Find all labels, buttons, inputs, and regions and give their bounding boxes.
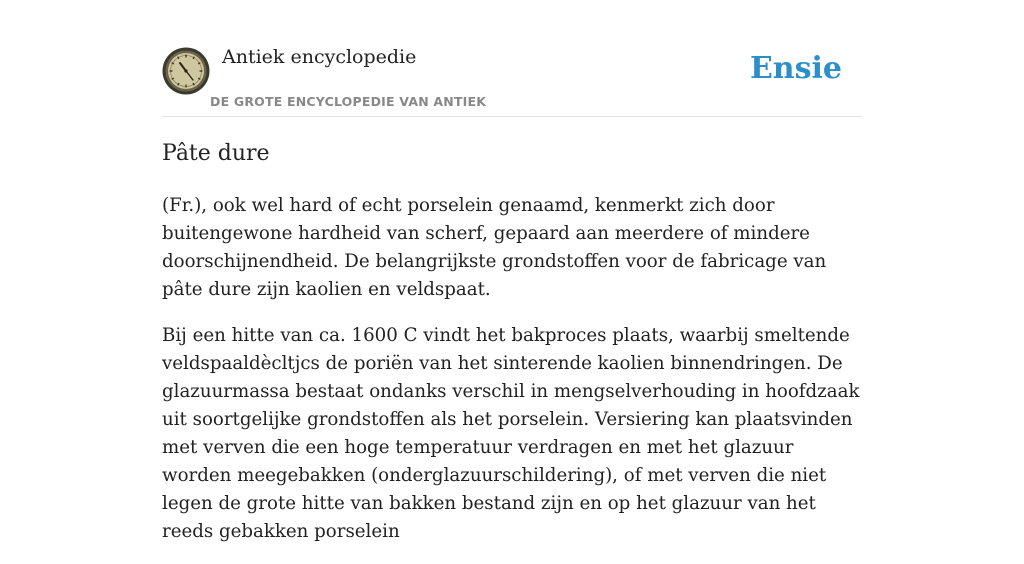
article-paragraph: (Fr.), ook wel hard of echt porselein genaamd, kenmerkt zich door buitengewone hardheid van scherf, gepaard aan meerdere of mindere doorschijnendheid. De belangrijkste grondstoffen voor de fabricage van pâte dure zijn kaolien en veldspaat. [162, 195, 827, 300]
clock-icon[interactable] [162, 47, 210, 95]
brand-logo-link[interactable]: Ensie [749, 51, 842, 86]
site-title[interactable]: Antiek encyclopedie [222, 46, 417, 68]
article [162, 138, 867, 564]
site-tagline: DE GROTE ENCYCLOPEDIE VAN ANTIEK [210, 94, 487, 109]
article-paragraph: Bij een hitte van ca. 1600 C vindt het bakproces plaats, waarbij smeltende veldspaaldècltjcs de poriën van het sinterende kaolien binnendringen. De glazuurmassa bestaat ondanks verschil in mengselverhouding in hoofdzaak uit soortgelijke grondstoffen als het porselein. Versiering kan plaatsvinden met verven die een hoge temperatuur verdragen en met het glazuur worden meegebakken (onderglazuurschildering), of met verven die niet legen de grote hitte van bakken bestand zijn en op het glazuur van het reeds gebakken porselein [162, 325, 860, 542]
site-header [162, 46, 862, 117]
article-title: Pâte dure [162, 141, 270, 166]
